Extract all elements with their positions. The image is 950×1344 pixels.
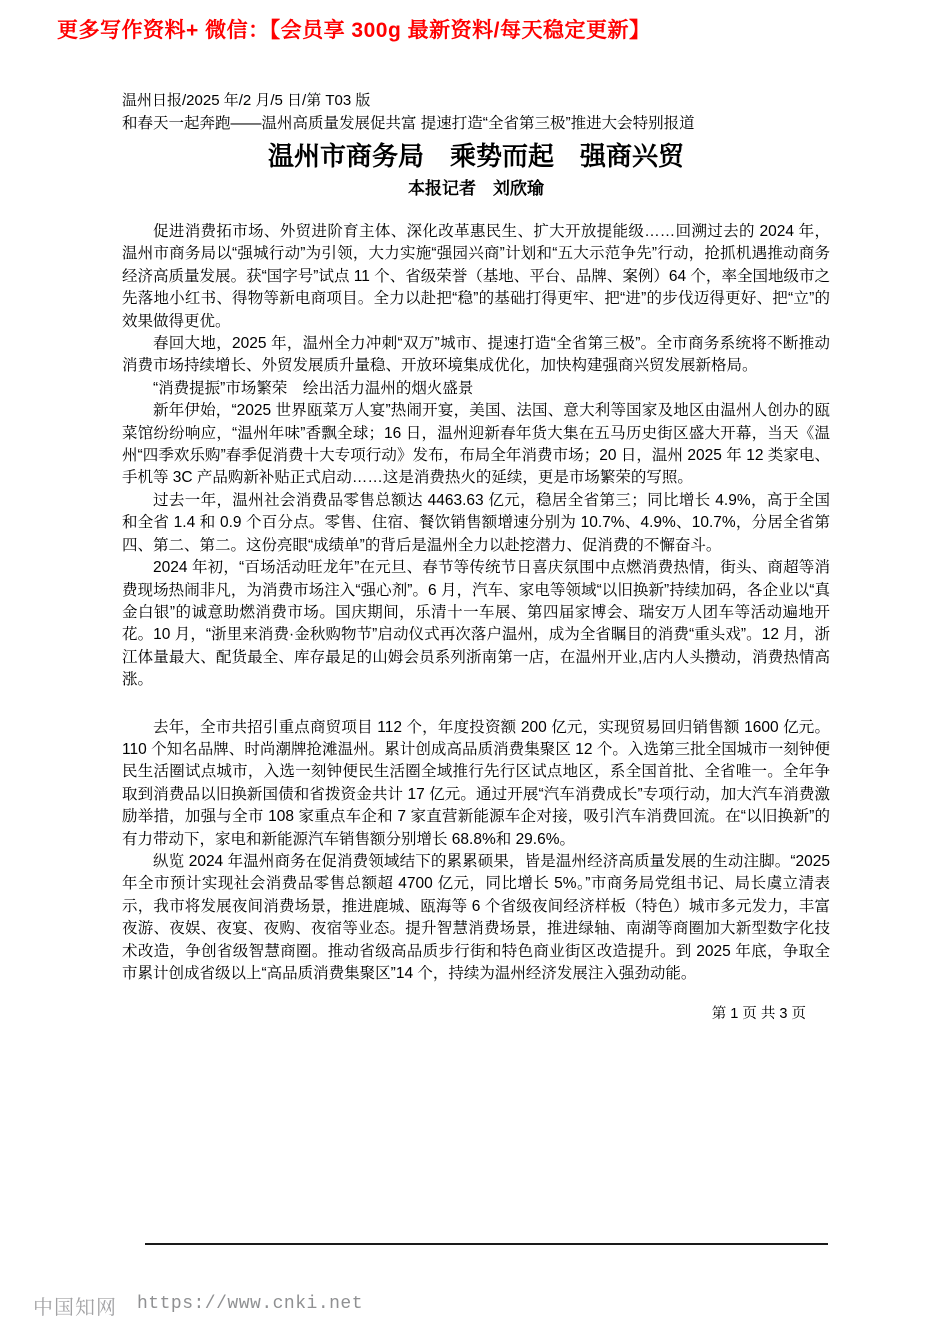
cnki-watermark-url: https://www.cnki.net bbox=[137, 1294, 364, 1314]
article-paragraph: 新年伊始，“2025 世界瓯菜万人宴”热闹开宴，美国、法国、意大利等国家及地区由温州人创办的瓯菜馆纷纷响应，“温州年味”香飘全球；16 日，温州迎新春年货大集在五马历史街区盛大开幕，当天《温州“四季欢乐购”春季促消费十大专项行动》发布，布局全年消费市场；20 日，温州 2025 年 12 类家电、手机等 3C 产品购新补贴正式启动……这是消费热火的延续，更是市场繁荣的写照。 bbox=[122, 402, 830, 487]
article-paragraph: 春回大地，2025 年，温州全力冲刺“双万”城市、提速打造“全省第三极”。全市商务系统将不断推动消费市场持续增长、外贸发展质升量稳、开放环境集成优化，加快构建强商兴贸发展新格局。 bbox=[122, 335, 830, 375]
article-title: 温州市商务局 乘势而起 强商兴贸 bbox=[267, 141, 684, 171]
article-paragraph: 纵览 2024 年温州商务在促消费领域结下的累累硕果，皆是温州经济高质量发展的生动注脚。“2025 年全市预计实现社会消费品零售总额超 4700 亿元，同比增长 5%。”市商务局党组书记、局长虞立清表示，我市将发展夜间消费场景，推进鹿城、瓯海等 6 个省级夜间经济样板（特色）城市多元发力，丰富夜游、夜娱、夜宴、夜购、夜宿等业态。提升智慧消费场景，推进绿轴、南湖等商圈加大新型数字化技术改造，争创省级智慧商圈。推动省级高品质步行街和特色商业街区改造提升。到 2025 年底，争取全市累计创成省级以上“高品质消费集聚区”14 个，持续为温州经济发展注入强劲动能。 bbox=[122, 852, 830, 982]
article-paragraph: 去年，全市共招引重点商贸项目 112 个，年度投资额 200 亿元，实现贸易回归销售额 1600 亿元。110 个知名品牌、时尚潮牌抢滩温州。累计创成高品质消费集聚区 12 个。入选第三批全国城市一刻钟便民生活圈试点城市，入选一刻钟便民生活圈全域推行先行区试点地区，系全国首批、全省唯一。全年争取到消费品以旧换新国债和省拨资金共计 17 亿元。通过开展“汽车消费成长”专项行动，加大汽车消费激励举措，加强与全市 108 家重点车企和 7 家直营新能源车企对接，吸引汽车消费回流。在“以旧换新”的有力带动下，家电和新能源汽车销售额分别增长 68.8%和 29.6%。 bbox=[122, 718, 830, 848]
page-indicator: 第 1 页 共 3 页 bbox=[711, 1006, 806, 1023]
article-paragraphs bbox=[122, 221, 830, 985]
footer-divider bbox=[145, 1243, 828, 1245]
article-byline: 本报记者 刘欣瑜 bbox=[408, 179, 544, 198]
promo-banner-text: 更多写作资料+ 微信：【会员享 300g 最新资料/每天稳定更新】 bbox=[57, 19, 651, 42]
article-paragraph: 2024 年初，“百场活动旺龙年”在元旦、春节等传统节日喜庆氛围中点燃消费热情，街头、商超等消费现场热闹非凡，为消费市场注入“强心剂”。6 月，汽车、家电等领域“以旧换新”持续加码，各企业以“真金白银”的诚意助燃消费市场。国庆期间，乐清十一车展、第四届家博会、瑞安万人团车等活动遍地开花。10 月，“浙里来消费·金秋购物节”启动仪式再次落户温州，成为全省瞩目的消费“重头戏”。12 月，浙江体量最大、配货最全、库存最足的山姆会员系列浙南第一店，在温州开业,店内人头攒动，消费热情高涨。 bbox=[122, 559, 830, 689]
series-subtitle-line: 和春天一起奔跑——温州高质量发展促共富 提速打造“全省第三极”推进大会特别报道 bbox=[122, 115, 695, 132]
article-paragraph: 过去一年，温州社会消费品零售总额达 4463.63 亿元，稳居全省第三；同比增长 4.9%，高于全国和全省 1.4 和 0.9 个百分点。零售、住宿、餐饮销售额增速分别为 10.7%、4.9%、10.7%，分居全省第四、第二、第二。这份亮眼“成绩单”的背后是温州全力以赴挖潜力、促消费的不懈奋斗。 bbox=[122, 491, 830, 554]
section-subheading: “消费提振”市场繁荣 绘出活力温州的烟火盛景 bbox=[153, 379, 474, 397]
cnki-watermark-brand: 中国知网 bbox=[33, 1297, 117, 1319]
article-page-body bbox=[122, 90, 830, 1023]
newspaper-source-line: 温州日报/2025 年/2 月/5 日/第 T03 版 bbox=[122, 92, 371, 109]
article-paragraph: 促进消费拓市场、外贸进阶育主体、深化改革惠民生、扩大开放提能级……回溯过去的 2024 年，温州市商务局以“强城行动”为引领，大力实施“强园兴商”计划和“五大示范争先”行动，抢抓机遇推动商务经济高质量发展。获“国字号”试点 11 个、省级荣誉（基地、平台、品牌、案例）64 个，率全国地级市之先落地小红书、得物等新电商项目。全力以赴把“稳”的基础打得更牢、把“进”的步伐迈得更好、把“立”的效果做得更优。 bbox=[122, 223, 830, 330]
